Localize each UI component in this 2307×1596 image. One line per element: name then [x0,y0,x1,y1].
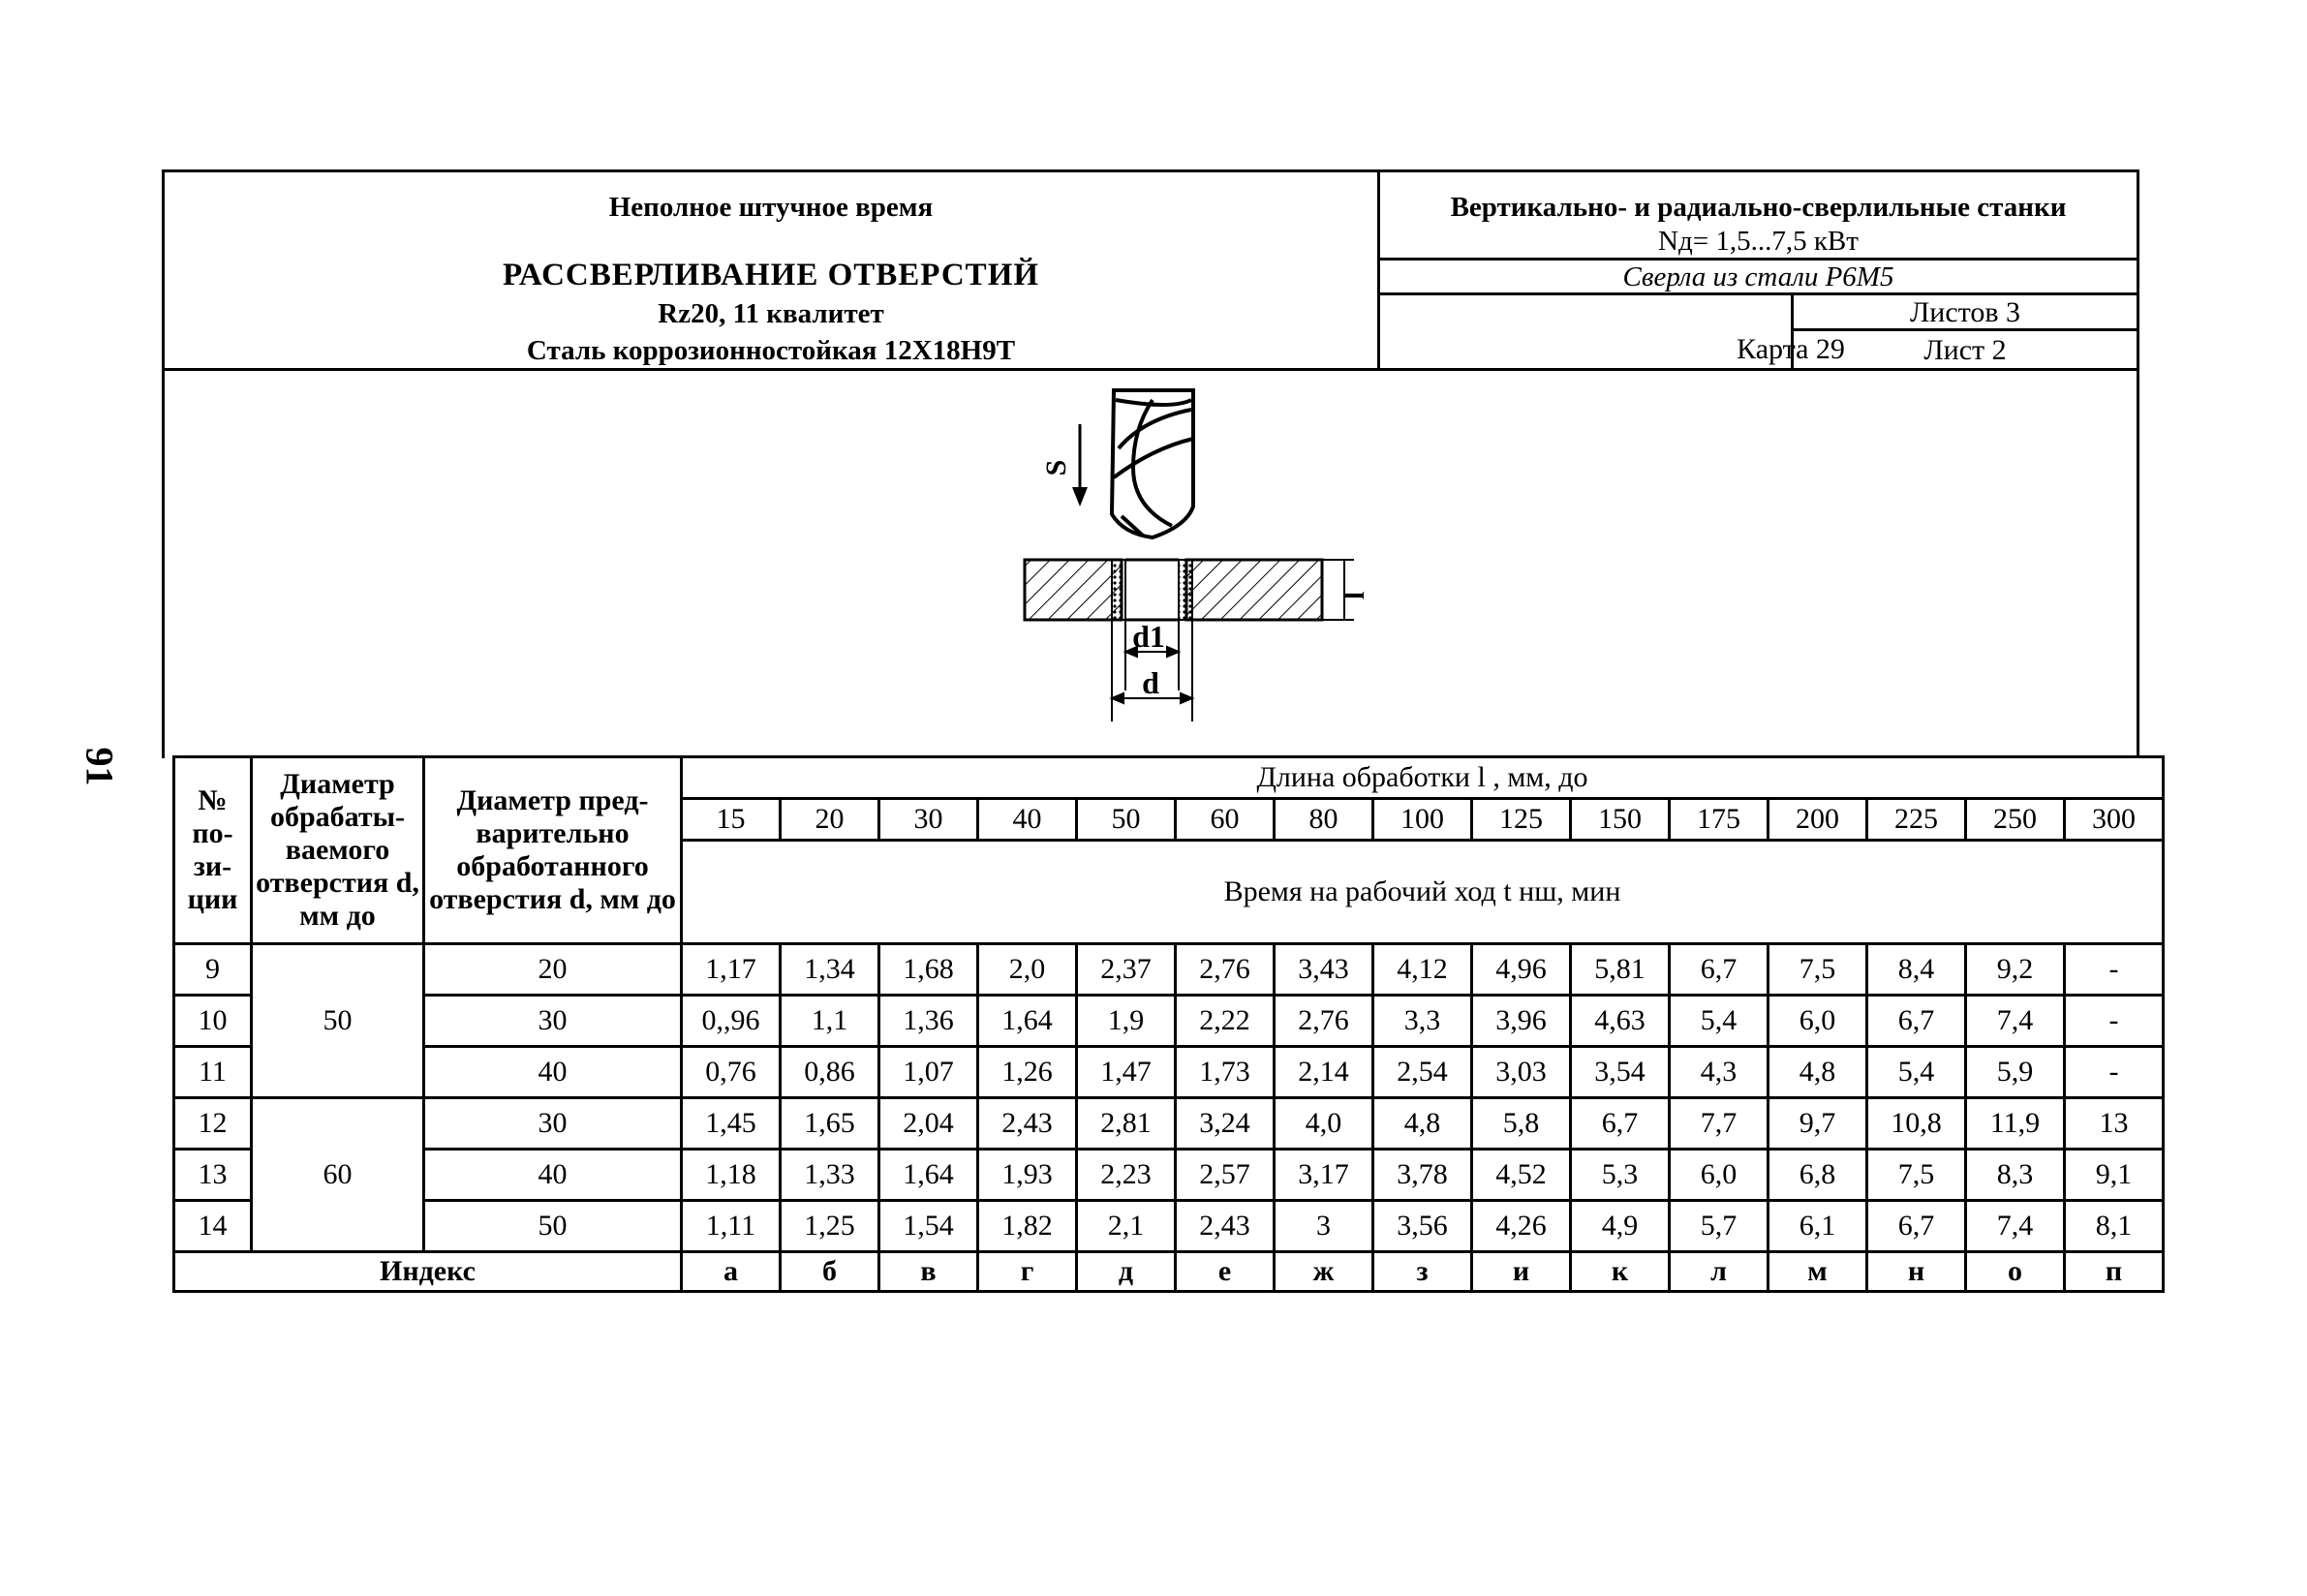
time-value: - [2065,1047,2164,1098]
time-table [172,755,2165,1293]
time-value: 1,47 [1077,1047,1176,1098]
time-value: 1,65 [781,1098,879,1150]
table-row [174,996,2164,1047]
time-value: 8,3 [1966,1150,2065,1201]
drill-sketch [162,371,2139,758]
length-header: Длина обработки l , мм, до [682,757,2164,799]
time-value: 1,64 [879,1150,978,1201]
time-value: 6,0 [1769,996,1867,1047]
time-value: 5,4 [1867,1047,1966,1098]
time-value: 7,7 [1670,1098,1769,1150]
time-value: 5,9 [1966,1047,2065,1098]
length-cell: 20 [781,799,879,841]
time-value: 4,8 [1769,1047,1867,1098]
index-label: Индекс [174,1252,682,1292]
time-value: 4,63 [1571,996,1670,1047]
pre-diameter: 30 [424,996,682,1047]
time-value: 1,34 [781,944,879,996]
time-value: 4,3 [1670,1047,1769,1098]
length-cell: 30 [879,799,978,841]
index-letter: н [1867,1252,1966,1292]
pre-diameter: 40 [424,1150,682,1201]
time-value: 1,82 [978,1201,1077,1252]
time-header: Время на рабочий ход t нш, мин [682,841,2164,944]
length-cell: 80 [1275,799,1373,841]
time-value: 1,9 [1077,996,1176,1047]
length-cell: 50 [1077,799,1176,841]
time-value: 2,0 [978,944,1077,996]
d-label: d [1142,665,1159,700]
length-cell: 150 [1571,799,1670,841]
time-value: 1,54 [879,1201,978,1252]
col-header-diameter: Диаметр обрабаты- ваемого отверстия d, мм до [252,757,424,944]
index-letter: а [682,1252,781,1292]
index-letter: п [2065,1252,2164,1292]
time-value: 1,45 [682,1098,781,1150]
col-header-position: № по- зи- ции [174,757,252,944]
index-letter: б [781,1252,879,1292]
index-letter: з [1373,1252,1472,1292]
time-value: 1,17 [682,944,781,996]
material: Сталь коррозионностойкая 12Х18Н9Т [526,335,1016,366]
feed-arrow [1040,424,1088,506]
drill-bit [1112,390,1193,537]
power-range: Nд= 1,5...7,5 кВт [1658,226,1859,257]
header-right [1380,172,2137,368]
index-letter: к [1571,1252,1670,1292]
position-number: 10 [174,996,252,1047]
time-value: 1,36 [879,996,978,1047]
time-value: 6,1 [1769,1201,1867,1252]
table-row [174,944,2164,996]
pre-diameter: 50 [424,1201,682,1252]
time-value: 0,76 [682,1047,781,1098]
time-value: 1,26 [978,1047,1077,1098]
time-value: 2,1 [1077,1201,1176,1252]
index-letter: и [1472,1252,1571,1292]
hole-diameter: 50 [252,944,424,1098]
position-number: 14 [174,1201,252,1252]
time-value: 6,7 [1867,996,1966,1047]
time-value: 9,2 [1966,944,2065,996]
time-value: 3 [1275,1201,1373,1252]
sheet-count: Листов 3 [1794,295,2137,331]
length-cell: 60 [1176,799,1275,841]
time-value: 4,52 [1472,1150,1571,1201]
time-value: - [2065,996,2164,1047]
time-value: 9,1 [2065,1150,2164,1201]
time-value: 1,73 [1176,1047,1275,1098]
time-value: 13 [2065,1098,2164,1150]
time-value: 9,7 [1769,1098,1867,1150]
table-row [174,1150,2164,1201]
time-value: 3,78 [1373,1150,1472,1201]
card-header [162,169,2139,371]
time-value: 10,8 [1867,1098,1966,1150]
d1-label: d1 [1132,619,1165,654]
time-value: 5,4 [1670,996,1769,1047]
time-value: 8,1 [2065,1201,2164,1252]
time-value: 6,8 [1769,1150,1867,1201]
time-value: 1,25 [781,1201,879,1252]
time-value: 1,64 [978,996,1077,1047]
length-cell: 200 [1769,799,1867,841]
tool-material: Сверла из стали Р6М5 [1380,261,2137,295]
hole-diameter: 60 [252,1098,424,1252]
time-value: 2,57 [1176,1150,1275,1201]
time-value: 3,43 [1275,944,1373,996]
time-value: 5,81 [1571,944,1670,996]
time-value: 4,26 [1472,1201,1571,1252]
time-value: 1,93 [978,1150,1077,1201]
time-value: 2,23 [1077,1150,1176,1201]
time-value: 11,9 [1966,1098,2065,1150]
index-row [174,1252,2164,1292]
time-value: 6,0 [1670,1150,1769,1201]
length-cell: 250 [1966,799,2065,841]
time-value: 5,3 [1571,1150,1670,1201]
time-value: 4,8 [1373,1098,1472,1150]
time-value: 3,54 [1571,1047,1670,1098]
time-value: 7,5 [1867,1150,1966,1201]
length-cell: 225 [1867,799,1966,841]
time-value: 2,04 [879,1098,978,1150]
pre-diameter: 20 [424,944,682,996]
time-value: 1,1 [781,996,879,1047]
sheet-number: Лист 2 [1923,334,2007,366]
time-value: 7,4 [1966,996,2065,1047]
header-left [165,172,1380,368]
time-value: 8,4 [1867,944,1966,996]
time-value: 0,86 [781,1047,879,1098]
time-value: 3,17 [1275,1150,1373,1201]
table-row [174,1098,2164,1150]
time-value: 2,22 [1176,996,1275,1047]
position-number: 12 [174,1098,252,1150]
table-row [174,1047,2164,1098]
time-value: 3,03 [1472,1047,1571,1098]
time-value: 2,81 [1077,1098,1176,1150]
time-value: 5,7 [1670,1201,1769,1252]
index-letter: л [1670,1252,1769,1292]
index-letter: м [1769,1252,1867,1292]
length-cell: 125 [1472,799,1571,841]
length-cell: 40 [978,799,1077,841]
index-letter: о [1966,1252,2065,1292]
header-subtitle: Неполное штучное время [608,192,934,223]
index-letter: в [879,1252,978,1292]
time-value: 5,8 [1472,1098,1571,1150]
length-cell: 15 [682,799,781,841]
time-value: 6,7 [1867,1201,1966,1252]
time-value: 2,43 [1176,1201,1275,1252]
index-letter: г [978,1252,1077,1292]
drill-diagram [165,371,2137,758]
position-number: 11 [174,1047,252,1098]
time-value: 2,54 [1373,1047,1472,1098]
time-value: 0,,96 [682,996,781,1047]
time-value: 3,96 [1472,996,1571,1047]
time-value: 2,76 [1275,996,1373,1047]
table-row [174,1201,2164,1252]
time-value: 6,7 [1571,1098,1670,1150]
length-cell: 300 [2065,799,2164,841]
time-value: 3,24 [1176,1098,1275,1150]
time-value: 1,68 [879,944,978,996]
roughness-quality: Rz20, 11 квалитет [658,298,884,329]
time-value: 2,43 [978,1098,1077,1150]
time-value: 1,33 [781,1150,879,1201]
time-value: 1,18 [682,1150,781,1201]
length-cell: 100 [1373,799,1472,841]
index-letter: е [1176,1252,1275,1292]
position-number: 9 [174,944,252,996]
time-value: 4,96 [1472,944,1571,996]
length-cell: 175 [1670,799,1769,841]
pre-diameter: 40 [424,1047,682,1098]
pre-diameter: 30 [424,1098,682,1150]
machine-type: Вертикально- и радиально-сверлильные станки [1450,192,2067,223]
time-value: 2,14 [1275,1047,1373,1098]
thickness-label: l [1338,591,1370,600]
position-number: 13 [174,1150,252,1201]
time-value: 1,11 [682,1201,781,1252]
workpiece [1025,560,1370,620]
time-value: - [2065,944,2164,996]
index-letter: д [1077,1252,1176,1292]
time-value: 4,0 [1275,1098,1373,1150]
time-value: 7,5 [1769,944,1867,996]
time-value: 3,3 [1373,996,1472,1047]
time-value: 6,7 [1670,944,1769,996]
time-value: 4,12 [1373,944,1472,996]
header-row [174,757,2164,799]
time-value: 2,76 [1176,944,1275,996]
feed-label: S [1040,459,1072,476]
time-value: 1,07 [879,1047,978,1098]
time-value: 2,37 [1077,944,1176,996]
card-number: Карта 29 [1737,333,1845,365]
page-title: РАССВЕРЛИВАНИЕ ОТВЕРСТИЙ [502,258,1040,292]
col-header-prediameter: Диаметр пред- варительно обработанного отверстия d, мм до [424,757,682,944]
page-number: 91 [77,747,122,786]
time-value: 3,56 [1373,1201,1472,1252]
time-value: 7,4 [1966,1201,2065,1252]
index-letter: ж [1275,1252,1373,1292]
time-value: 4,9 [1571,1201,1670,1252]
